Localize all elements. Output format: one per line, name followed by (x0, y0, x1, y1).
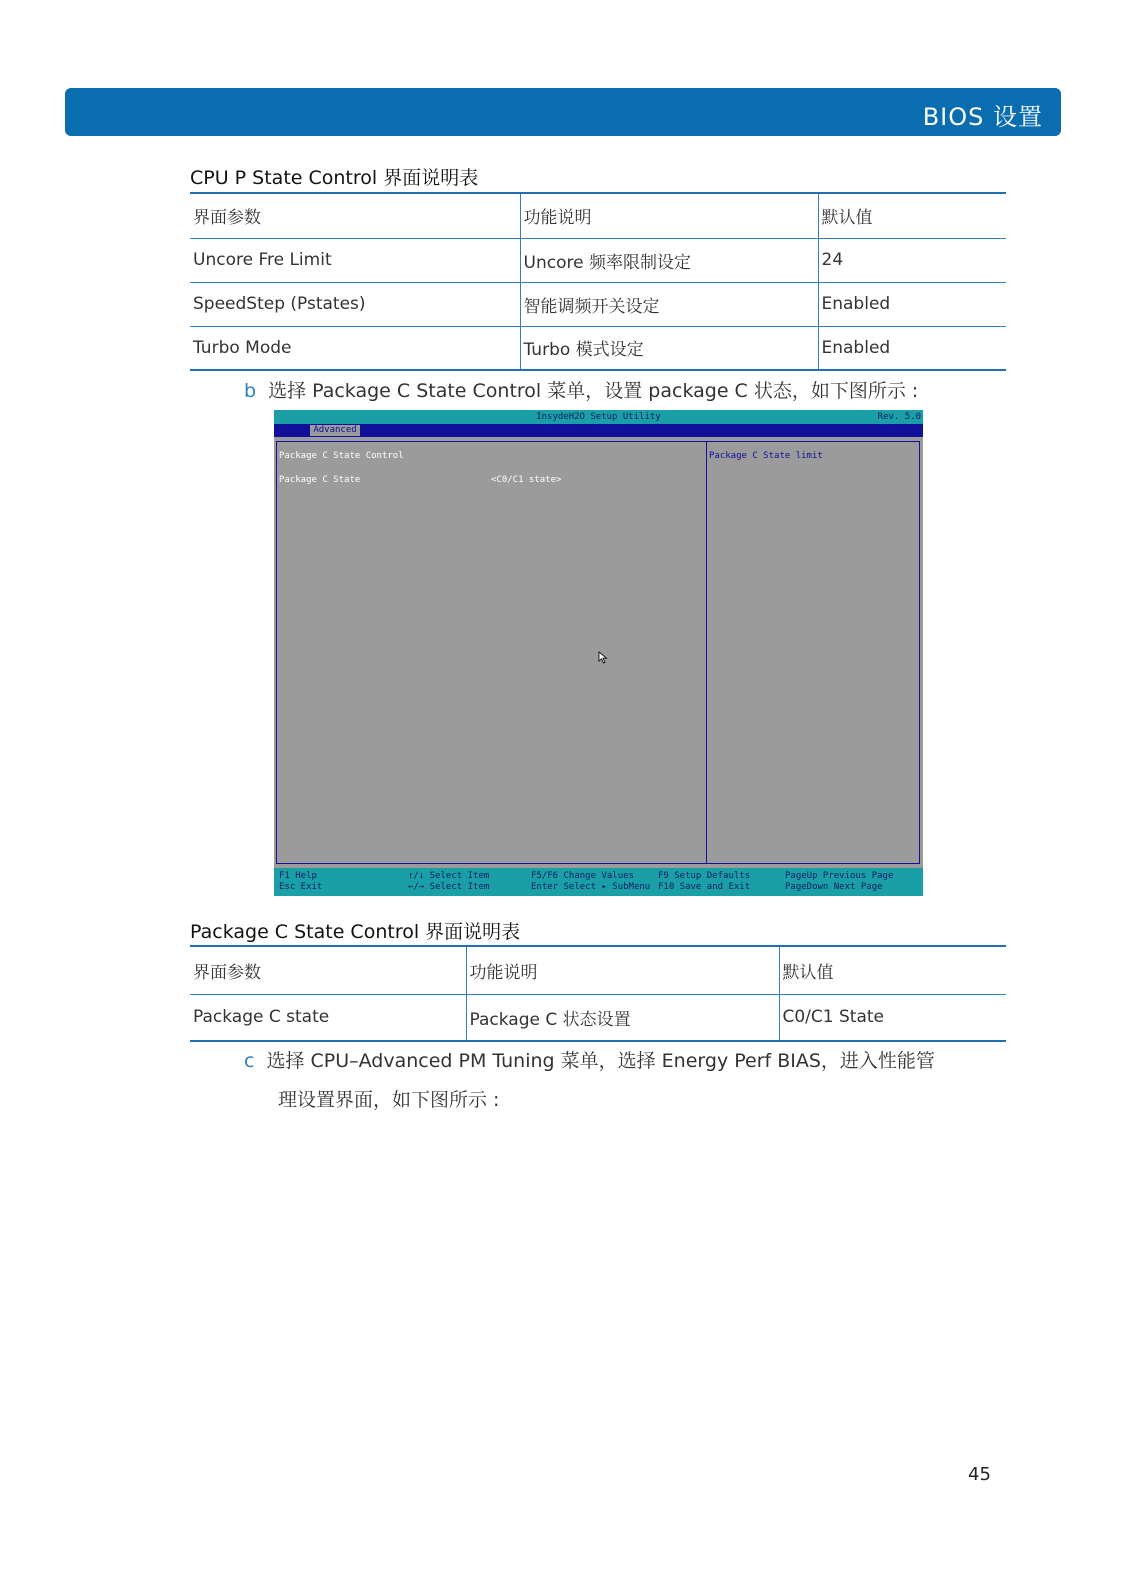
table-header-cell: 默认值 (779, 946, 1006, 994)
step-c-line1: 选择 CPU–Advanced PM Tuning 菜单，选择 Energy Perf BIAS，进入性能管 (266, 1050, 935, 1072)
table-cell: Package C state (190, 994, 466, 1041)
bios-tabbar (274, 424, 923, 437)
bios-item-label[interactable]: Package C State (279, 475, 361, 485)
table-cell: Package C 状态设置 (466, 994, 779, 1041)
table-header-cell: 功能说明 (520, 193, 818, 238)
footer-change-values: F5/F6 Change Values (531, 871, 634, 881)
table-cell: Uncore 频率限制设定 (520, 238, 818, 282)
bios-screenshot (274, 410, 923, 896)
table-row (190, 326, 1006, 370)
bios-main-panel (276, 441, 707, 864)
table2 (190, 945, 1006, 1042)
bios-help-title: Package C State limit (709, 451, 823, 461)
footer-setup-defaults: F9 Setup Defaults (658, 871, 751, 881)
table-header-row (190, 193, 1006, 238)
table-cell: Enabled (818, 326, 1006, 370)
step-c-line2: 理设置界面，如下图所示 : (278, 1089, 500, 1111)
mouse-cursor-icon (598, 651, 610, 665)
table-cell: 24 (818, 238, 1006, 282)
step-b-text: 选择 Package C State Control 菜单，设置 package C 状态，如下图所示 : (268, 380, 919, 402)
footer-submenu: Enter Select ▸ SubMenu (531, 882, 651, 892)
table-cell: C0/C1 State (779, 994, 1006, 1041)
bios-section-title: Package C State Control (279, 451, 404, 461)
step-c (244, 1046, 935, 1073)
bios-item-value[interactable]: <C0/C1 state> (491, 475, 562, 485)
table1-caption: CPU P State Control 界面说明表 (190, 167, 479, 189)
table-cell: Enabled (818, 282, 1006, 326)
bios-help-panel (706, 441, 920, 864)
table-header-cell: 界面参数 (190, 193, 520, 238)
bios-titlebar (274, 410, 923, 424)
footer-save-exit: F10 Save and Exit (658, 882, 751, 892)
footer-previous-page: PageUp Previous Page (785, 871, 894, 881)
table-header-cell: 默认值 (818, 193, 1006, 238)
bios-footer (274, 868, 923, 896)
footer-select-item-vertical: ↑/↓ Select Item (408, 871, 490, 881)
footer-exit: Esc Exit (279, 882, 323, 892)
table-cell: Turbo Mode (190, 326, 520, 370)
step-b (244, 376, 918, 403)
tab-advanced[interactable]: Advanced (310, 425, 360, 436)
table2-caption: Package C State Control 界面说明表 (190, 921, 521, 943)
header-bar (65, 88, 1061, 136)
table-row (190, 282, 1006, 326)
table-cell: Turbo 模式设定 (520, 326, 818, 370)
page-number: 45 (968, 1464, 991, 1485)
header-title: BIOS 设置 (922, 103, 1043, 131)
step-marker: c (244, 1050, 255, 1072)
table-cell: SpeedStep (Pstates) (190, 282, 520, 326)
table-cell: 智能调频开关设定 (520, 282, 818, 326)
bios-title: InsydeH2O Setup Utility (536, 412, 661, 422)
table-cell: Uncore Fre Limit (190, 238, 520, 282)
table-header-row (190, 946, 1006, 994)
footer-next-page: PageDown Next Page (785, 882, 883, 892)
table-row (190, 238, 1006, 282)
table-header-cell: 界面参数 (190, 946, 466, 994)
table1 (190, 192, 1006, 371)
step-marker: b (244, 380, 257, 402)
footer-select-item-horizontal: ←/→ Select Item (408, 882, 490, 892)
table-row (190, 994, 1006, 1041)
bios-rev: Rev. 5.0 (877, 412, 921, 422)
footer-help: F1 Help (279, 871, 317, 881)
table-header-cell: 功能说明 (466, 946, 779, 994)
